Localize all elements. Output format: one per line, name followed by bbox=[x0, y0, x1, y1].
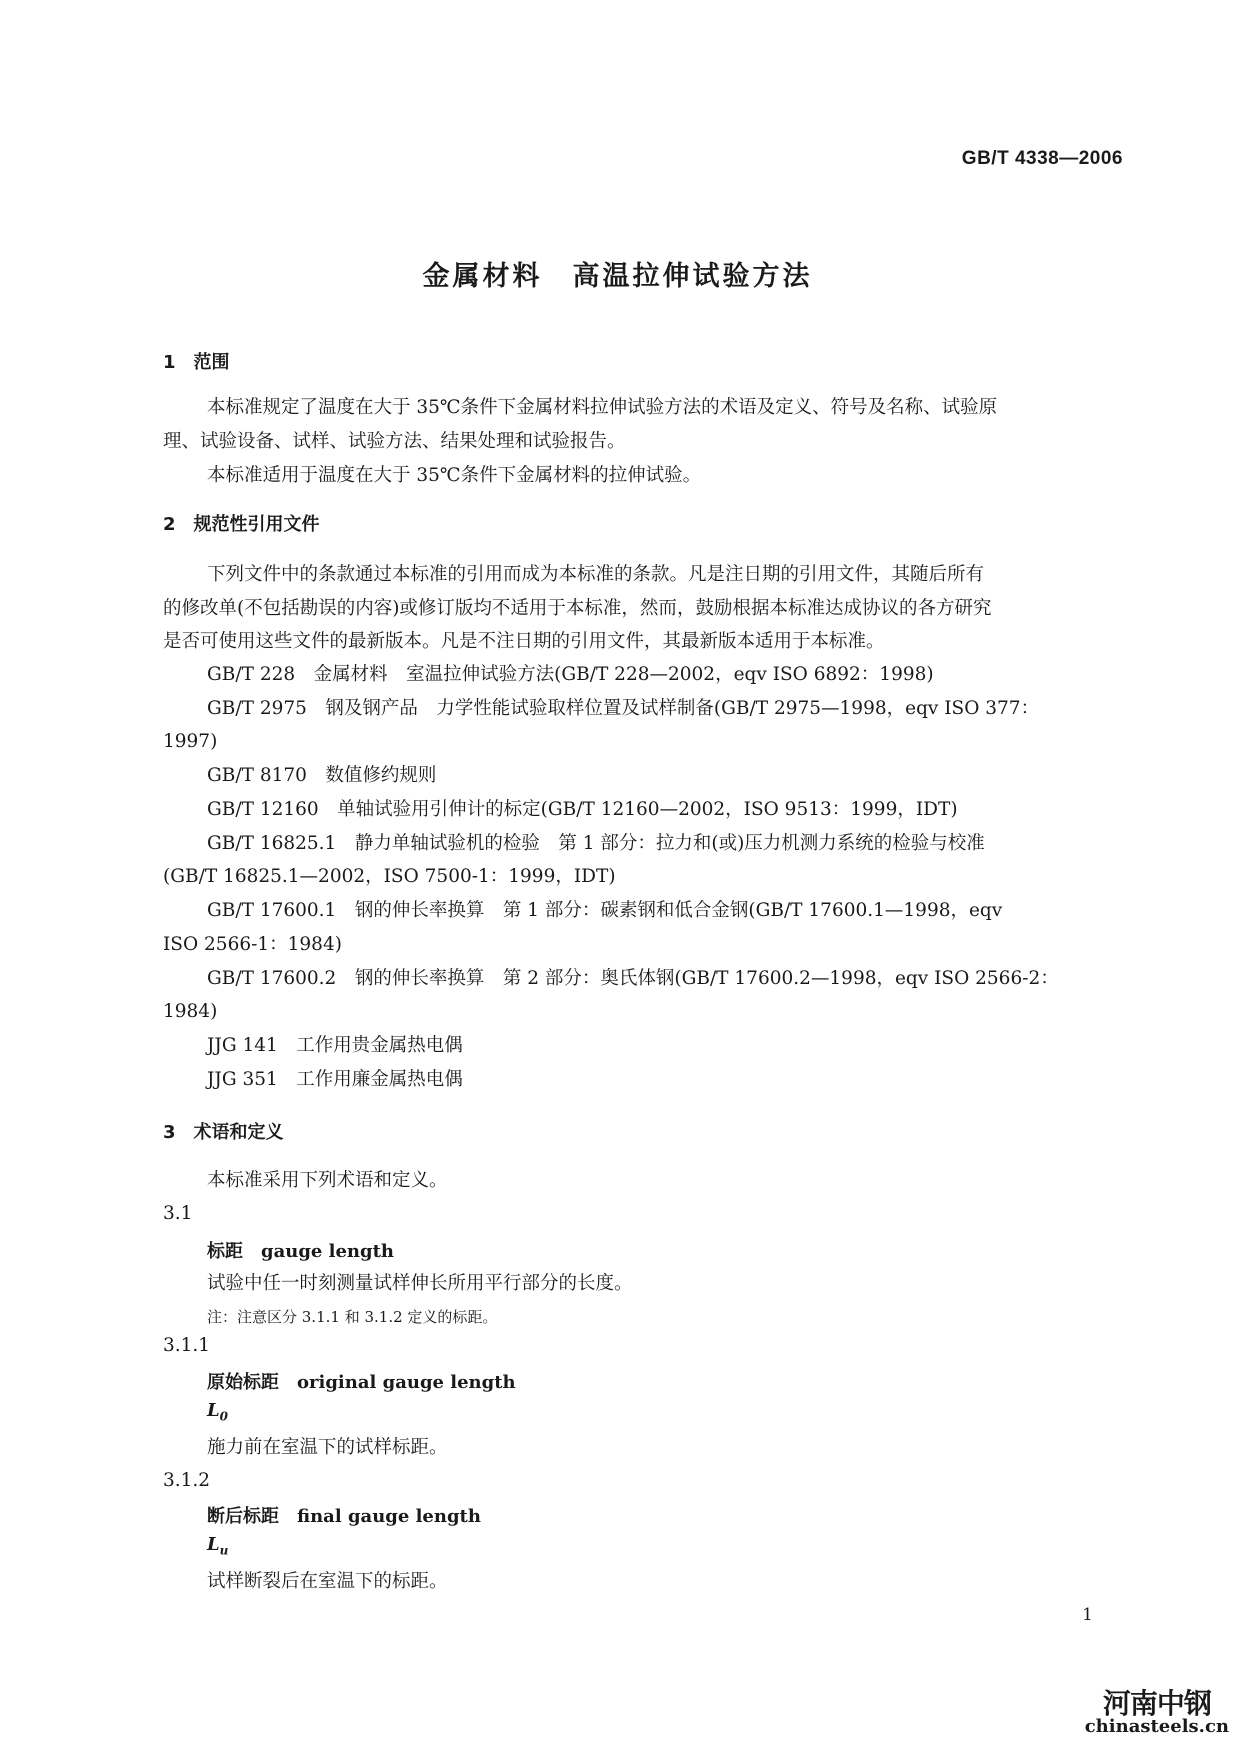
section-1-heading: 1 范围 bbox=[163, 352, 230, 373]
section-2-intro-line-1: 下列文件中的条款通过本标准的引用而成为本标准的条款。凡是注日期的引用文件，其随后所有 bbox=[207, 564, 985, 585]
reference-gbt-17600-1: GB/T 17600.1 钢的伸长率换算 第 1 部分：碳素钢和低合金钢(GB/T 17600.1—1998，eqv bbox=[207, 900, 1003, 921]
clause-3-1-2-term: 断后标距 final gauge length bbox=[207, 1506, 481, 1527]
reference-gbt-16825-1-cont: (GB/T 16825.1—2002，ISO 7500-1：1999，IDT) bbox=[163, 866, 616, 887]
reference-gbt-2975: GB/T 2975 钢及钢产品 力学性能试验取样位置及试样制备(GB/T 2975—1998，eqv ISO 377： bbox=[207, 698, 1040, 719]
section-1-paragraph-1-line-2: 理、试验设备、试样、试验方法、结果处理和试验报告。 bbox=[163, 431, 626, 452]
section-2-intro-line-3: 是否可使用这些文件的最新版本。凡是不注日期的引用文件，其最新版本适用于本标准。 bbox=[163, 631, 885, 652]
clause-3-1-2-symbol: $L_u$ bbox=[207, 1534, 229, 1558]
standard-number: GB/T 4338—2006 bbox=[961, 148, 1123, 169]
reference-jjg-351: JJG 351 工作用廉金属热电偶 bbox=[207, 1069, 463, 1090]
section-3-intro: 本标准采用下列术语和定义。 bbox=[207, 1170, 448, 1191]
watermark-logo bbox=[1084, 1687, 1229, 1737]
watermark-chinese: 河南中钢 bbox=[1102, 1687, 1211, 1720]
clause-3-1-1-definition: 施力前在室温下的试样标距。 bbox=[207, 1437, 448, 1458]
clause-3-1-term: 标距 gauge length bbox=[207, 1241, 395, 1262]
page-number: 1 bbox=[1082, 1605, 1093, 1625]
clause-3-1-2-definition: 试样断裂后在室温下的标距。 bbox=[207, 1571, 448, 1592]
section-2-intro-line-2: 的修改单(不包括勘误的内容)或修订版均不适用于本标准，然而，鼓励根据本标准达成协议的各方研究 bbox=[163, 598, 992, 619]
clause-3-1-definition: 试验中任一时刻测量试样伸长所用平行部分的长度。 bbox=[207, 1273, 633, 1294]
clause-3-1-note: 注：注意区分 3.1.1 和 3.1.2 定义的标距。 bbox=[207, 1308, 498, 1326]
section-1-paragraph-1-line-1: 本标准规定了温度在大于 35℃条件下金属材料拉伸试验方法的术语及定义、符号及名称、试验原 bbox=[207, 397, 998, 418]
reference-gbt-17600-2-cont: 1984) bbox=[163, 1001, 218, 1022]
clause-3-1-number: 3.1 bbox=[163, 1203, 193, 1224]
reference-gbt-17600-1-cont: ISO 2566-1：1984) bbox=[163, 934, 342, 955]
section-3-heading: 3 术语和定义 bbox=[163, 1122, 284, 1143]
watermark-url: chinasteels.cn bbox=[1084, 1716, 1229, 1737]
reference-gbt-8170: GB/T 8170 数值修约规则 bbox=[207, 765, 437, 786]
reference-gbt-2975-cont: 1997) bbox=[163, 731, 218, 752]
clause-3-1-2-number: 3.1.2 bbox=[163, 1470, 211, 1491]
section-2-heading: 2 规范性引用文件 bbox=[163, 514, 320, 535]
section-1-paragraph-2: 本标准适用于温度在大于 35℃条件下金属材料的拉伸试验。 bbox=[207, 465, 702, 486]
reference-gbt-12160: GB/T 12160 单轴试验用引伸计的标定(GB/T 12160—2002，ISO 9513：1999，IDT) bbox=[207, 799, 958, 820]
reference-gbt-16825-1: GB/T 16825.1 静力单轴试验机的检验 第 1 部分：拉力和(或)压力机测力系统的检验与校准 bbox=[207, 833, 985, 854]
reference-gbt-228: GB/T 228 金属材料 室温拉伸试验方法(GB/T 228—2002，eqv ISO 6892：1998) bbox=[207, 664, 934, 685]
reference-jjg-141: JJG 141 工作用贵金属热电偶 bbox=[207, 1035, 463, 1056]
document-title: 金属材料 高温拉伸试验方法 bbox=[422, 261, 813, 292]
clause-3-1-1-number: 3.1.1 bbox=[163, 1335, 211, 1356]
clause-3-1-1-term: 原始标距 original gauge length bbox=[207, 1372, 516, 1393]
reference-gbt-17600-2: GB/T 17600.2 钢的伸长率换算 第 2 部分：奥氏体钢(GB/T 17600.2—1998，eqv ISO 2566-2： bbox=[207, 968, 1059, 989]
clause-3-1-1-symbol: $L_0$ bbox=[207, 1400, 229, 1424]
